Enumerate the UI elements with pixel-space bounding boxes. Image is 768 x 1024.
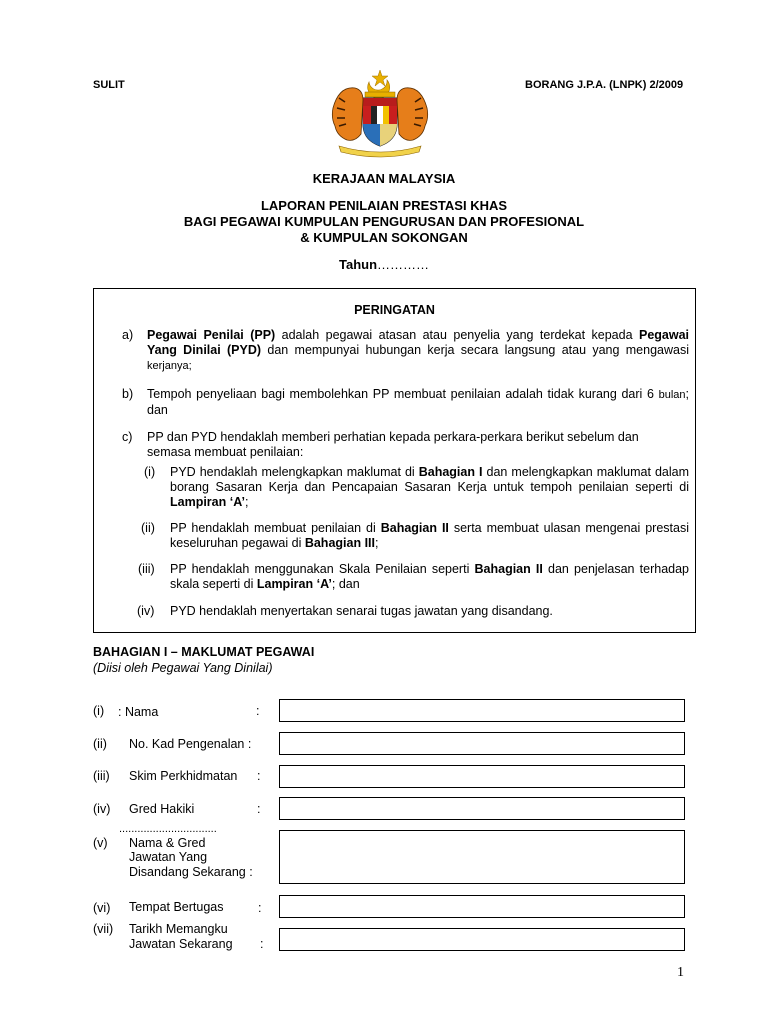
sub-i-text: PYD hendaklah melengkapkan maklumat di Bahagian I dan melengkapkan maklumat dalam borang Sasaran Kerja dan Pencapaian Sasaran Kerja untuk tempoh penilaian seperti di Lampiran ‘A’; — [170, 465, 689, 509]
report-title-line1: LAPORAN PENILAIAN PRESTASI KHAS — [260, 198, 508, 213]
sub-iv-marker: (iv) — [137, 604, 155, 618]
field-nama-num: (i) — [93, 704, 105, 718]
nama-input[interactable] — [279, 699, 685, 722]
field-skim-colon: : — [257, 769, 261, 783]
field-tempat-num: (vi) — [93, 901, 111, 915]
field-namagred-num: (v) — [93, 836, 108, 850]
field-tarikh-num: (vii) — [93, 922, 114, 936]
year-field[interactable]: ………… — [377, 257, 430, 272]
dotted-line: ................................ — [119, 823, 217, 835]
malaysia-coat-of-arms-icon — [325, 68, 435, 158]
workplace-input[interactable] — [279, 895, 685, 918]
field-gred-num: (iv) — [93, 802, 111, 816]
position-grade-input[interactable] — [279, 830, 685, 884]
peringatan-box — [93, 288, 696, 633]
field-skim-num: (iii) — [93, 769, 110, 783]
section-subheading: (Diisi oleh Pegawai Yang Dinilai) — [93, 661, 273, 675]
sub-iii-marker: (iii) — [138, 562, 155, 576]
government-title: KERAJAAN MALAYSIA — [312, 171, 456, 186]
sub-ii-marker: (ii) — [141, 521, 155, 535]
field-skim-label: Skim Perkhidmatan — [129, 769, 238, 783]
field-nama-colon: : — [256, 704, 260, 718]
item-c-marker: c) — [122, 430, 133, 444]
form-code: BORANG J.P.A. (LNPK) 2/2009 — [525, 79, 684, 91]
grade-input[interactable] — [279, 797, 685, 820]
ic-number-input[interactable] — [279, 732, 685, 755]
report-title-line3: & KUMPULAN SOKONGAN — [300, 230, 468, 245]
year-line — [0, 257, 768, 272]
field-kad-label: No. Kad Pengenalan : — [129, 737, 252, 751]
field-tarikh-label2: Jawatan Sekarang — [129, 937, 233, 951]
field-nama-label: : Nama — [118, 705, 159, 719]
field-namagred-label2: Jawatan Yang — [129, 850, 208, 864]
section-heading: BAHAGIAN I – MAKLUMAT PEGAWAI — [93, 645, 315, 659]
field-namagred-label1: Nama & Gred — [129, 836, 206, 850]
report-title-line2: BAGI PEGAWAI KUMPULAN PENGURUSAN DAN PROFESIONAL — [183, 214, 585, 229]
sub-i-marker: (i) — [144, 465, 156, 479]
acting-date-input[interactable] — [279, 928, 685, 951]
field-gred-label: Gred Hakiki — [129, 802, 195, 816]
field-tempat-colon: : — [258, 901, 262, 915]
field-kad-num: (ii) — [93, 737, 107, 751]
sub-iv-text: PYD hendaklah menyertakan senarai tugas jawatan yang disandang. — [170, 604, 553, 618]
peringatan-heading: PERINGATAN — [354, 303, 435, 317]
item-a-text: Pegawai Penilai (PP) adalah pegawai atasan atau penyelia yang terdekat kepada Pegawai Yang Dinilai (PYD) dan mempunyai hubungan kerja secara langsung atau yang mengawasi kerjanya; — [147, 328, 690, 372]
item-a-marker: a) — [122, 328, 134, 342]
item-b-text: Tempoh penyeliaan bagi membolehkan PP membuat penilaian adalah tidak kurang dari 6 bulan; dan — [147, 387, 689, 417]
item-c-text: PP dan PYD hendaklah memberi perhatian kepada perkara-perkara berikut sebelum dan semasa membuat penilaian: — [147, 430, 639, 459]
field-gred-colon: : — [257, 802, 261, 816]
field-tarikh-colon: : — [260, 937, 264, 951]
classification-label: SULIT — [93, 79, 125, 91]
item-b-marker: b) — [122, 387, 134, 401]
field-tarikh-label1: Tarikh Memangku — [129, 922, 228, 936]
sub-iii-text: PP hendaklah menggunakan Skala Penilaian seperti Bahagian II dan penjelasan terhadap skala seperti di Lampiran ‘A’; dan — [170, 562, 690, 591]
year-label: Tahun — [338, 257, 378, 272]
service-scheme-input[interactable] — [279, 765, 685, 788]
field-namagred-label3: Disandang Sekarang : — [129, 865, 253, 879]
page-number: 1 — [677, 965, 684, 980]
field-tempat-label: Tempat Bertugas — [129, 900, 224, 914]
sub-ii-text: PP hendaklah membuat penilaian di Bahagian II serta membuat ulasan mengenai prestasi keseluruhan pegawai di Bahagian III; — [170, 521, 689, 550]
